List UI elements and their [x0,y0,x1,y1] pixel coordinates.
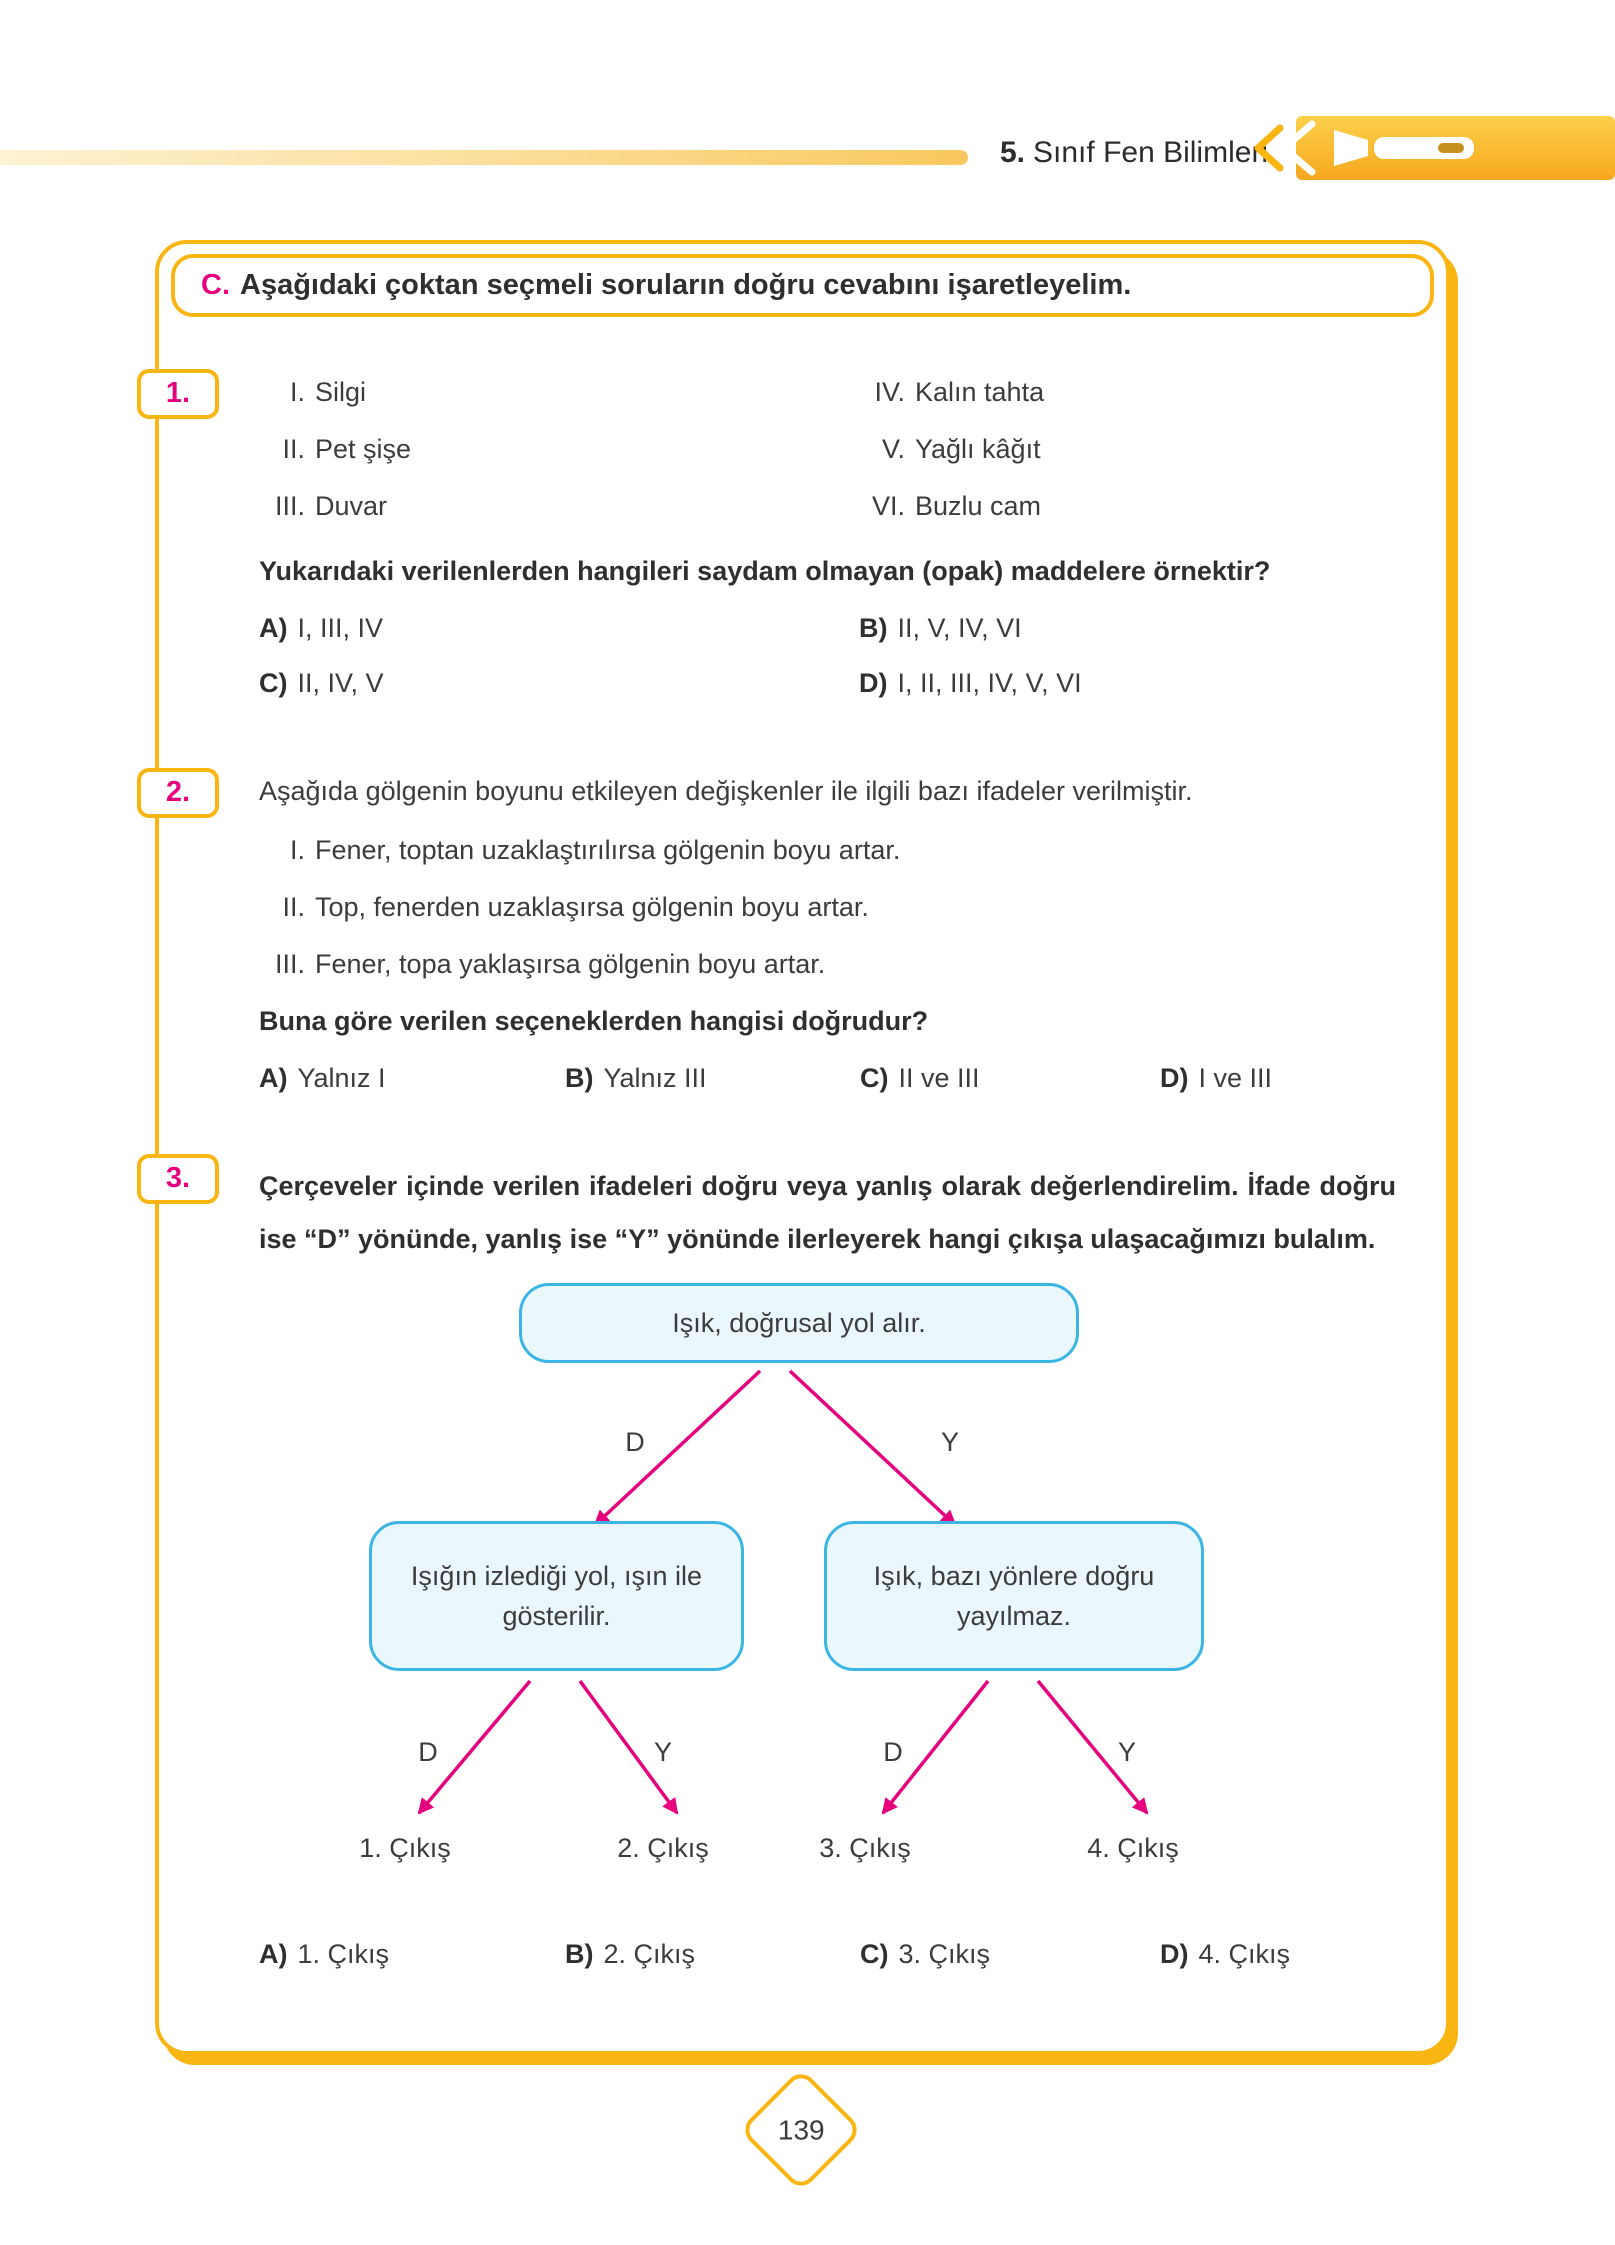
section-header [171,254,1434,317]
option-label: D) [859,668,888,699]
statement-item [259,947,1396,982]
tree-node-left: Işığın izlediği yol, ışın ile gösterilir. [369,1521,744,1671]
exit-label-1: 1. Çıkış [359,1833,451,1864]
item-numeral: V. [881,434,905,465]
option-label: A) [259,1939,288,1970]
question-1 [165,375,1396,702]
list-item [259,432,859,467]
answer-option-b [859,611,1396,646]
answer-option-c [259,666,859,701]
answer-option-a [259,1061,565,1096]
option-text: 4. Çıkış [1198,1939,1291,1970]
question-3 [165,1160,1396,1972]
item-numeral: III. [274,948,305,979]
option-text: Yalnız III [603,1063,707,1094]
tree-node-root: Işık, doğrusal yol alır. [519,1283,1079,1363]
branch-label-d: D [625,1427,645,1458]
section-title: Aşağıdaki çoktan seçmeli soruların doğru cevabını işaretleyelim. [240,269,1132,301]
decision-tree [259,1283,1396,1883]
option-label: D) [1160,1063,1189,1094]
item-numeral: IV. [874,377,905,407]
item-column-right [859,375,1396,546]
answer-option-c [860,1061,1160,1096]
option-label: A) [259,1063,288,1094]
question-2 [165,774,1396,1097]
question-3-options [259,1937,1396,1972]
answer-option-d [859,666,1396,701]
page-number: 139 [777,2114,825,2145]
list-item [859,375,1396,410]
item-text: Buzlu cam [915,491,1042,522]
question-3-intro: Çerçeveler içinde verilen ifadeleri doğru veya yanlış olarak değerlendirelim. İfade doğru ise “D” yönünde, yanlış ise “Y” yönünde ilerleyerek hangi çıkışa ulaşacağımızı bulalım. [259,1171,1396,1254]
option-label: C) [259,668,288,699]
question-2-intro: Aşağıda gölgenin boyunu etkileyen değişkenler ile ilgili bazı ifadeler verilmiştir. [259,775,1193,806]
header-stripe [0,150,968,165]
answer-option-a [259,1937,565,1972]
option-text: 2. Çıkış [603,1939,696,1970]
question-1-prompt: Yukarıdaki verilenlerden hangileri saydam olmayan (opak) maddelere örnektir? [259,556,1271,587]
item-text: Pet şişe [315,434,412,465]
question-1-number-badge: 1. [137,369,219,419]
question-2-statements [259,833,1396,982]
statement-item [259,890,1396,925]
item-text: Fener, toptan uzaklaştırılırsa gölgenin boyu artar. [315,834,901,865]
branch-label-y: Y [1117,1737,1137,1768]
tree-arrow [595,1371,760,1525]
tree-node-right: Işık, bazı yönlere doğru yayılmaz. [824,1521,1204,1671]
option-text: II ve III [898,1063,980,1094]
option-text: II, IV, V [297,668,384,699]
option-text: 3. Çıkış [898,1939,991,1970]
branch-label-d: D [418,1737,438,1768]
exit-label-3: 3. Çıkış [819,1833,911,1864]
flashlight-icon [1250,116,1615,180]
page-number-badge [739,2068,863,2192]
option-label: C) [860,1939,889,1970]
list-item [259,489,859,524]
option-text: I, II, III, IV, V, VI [897,668,1082,699]
option-label: B) [565,1939,594,1970]
item-text: Fener, topa yaklaşırsa gölgenin boyu artar. [315,948,826,979]
branch-label-y: Y [940,1427,960,1458]
answer-option-d [1160,1061,1396,1096]
option-label: B) [565,1063,594,1094]
exercise-panel [155,240,1450,2055]
question-1-options [259,611,1396,701]
branch-label-y: Y [653,1737,673,1768]
item-column-left [259,375,859,546]
answer-option-c [860,1937,1160,1972]
question-2-number-badge: 2. [137,768,219,818]
item-numeral: VI. [871,491,905,522]
list-item [259,375,859,410]
item-numeral: III. [274,491,305,522]
question-2-prompt: Buna göre verilen seçeneklerden hangisi doğrudur? [259,1005,929,1036]
option-text: I ve III [1198,1063,1273,1094]
item-numeral: II. [282,434,305,465]
question-1-item-columns [259,375,1396,546]
item-text: Silgi [315,377,367,407]
item-numeral: I. [289,834,305,865]
answer-option-a [259,611,859,646]
exit-label-4: 4. Çıkış [1087,1833,1179,1864]
list-item [859,432,1396,467]
option-label: D) [1160,1939,1189,1970]
subject-title: Sınıf Fen Bilimleri [1033,136,1269,169]
answer-option-b [565,1061,860,1096]
answer-option-d [1160,1937,1396,1972]
page-header [1000,136,1268,170]
grade-number: 5. [1000,136,1026,169]
exit-label-2: 2. Çıkış [617,1833,709,1864]
question-2-options [259,1061,1396,1096]
option-text: Yalnız I [297,1063,386,1094]
option-text: 1. Çıkış [297,1939,390,1970]
option-label: A) [259,613,288,644]
item-numeral: II. [282,891,305,922]
option-text: I, III, IV [297,613,384,644]
item-text: Yağlı kâğıt [915,434,1041,465]
list-item [859,489,1396,524]
branch-label-d: D [883,1737,903,1768]
tree-arrow [790,1371,955,1525]
flashlight-banner [1250,116,1615,180]
item-numeral: I. [289,377,305,407]
item-text: Top, fenerden uzaklaşırsa gölgenin boyu artar. [315,891,869,922]
answer-option-b [565,1937,860,1972]
question-3-number-badge: 3. [137,1154,219,1204]
option-text: II, V, IV, VI [897,613,1022,644]
item-text: Kalın tahta [915,377,1045,407]
option-label: B) [859,613,888,644]
statement-item [259,833,1396,868]
section-letter: C. [201,269,230,301]
item-text: Duvar [315,491,388,522]
option-label: C) [860,1063,889,1094]
